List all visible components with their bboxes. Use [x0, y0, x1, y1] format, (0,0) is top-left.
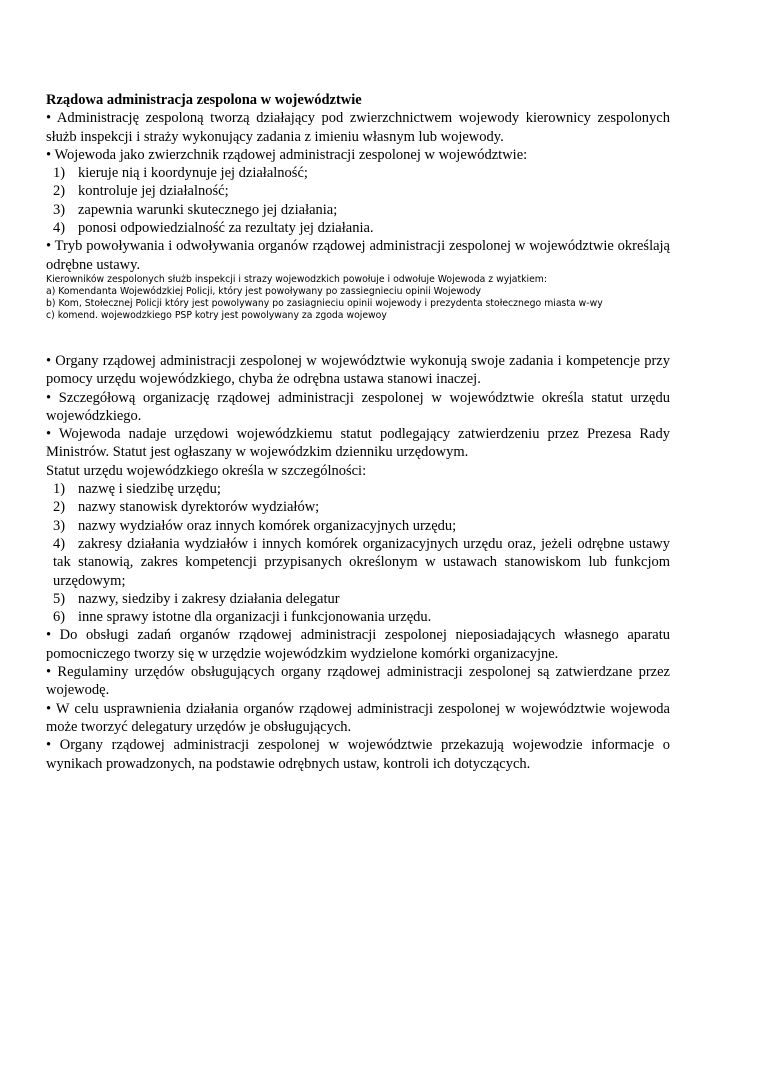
list-text: kontroluje jej działalność; [78, 183, 229, 200]
list-text: kieruje nią i koordynuje jej działalność; [78, 165, 308, 182]
list-text: nazwy, siedziby i zakresy działania delegatur [78, 590, 340, 607]
paragraph-statute-approval: • Wojewoda nadaje urzędowi wojewódzkiemu statut podlegający zatwierdzeniu przez Prezesa Rady Ministrów. Statut jest ogłaszany w wojewódzkim dzienniku urzędowym. [46, 426, 670, 461]
document-title: Rządowa administracja zespolona w województwie [46, 92, 362, 108]
list-item [46, 201, 670, 219]
list-text: nazwy stanowisk dyrektorów wydziałów; [78, 499, 320, 516]
voivode-duties-list [46, 164, 670, 237]
list-item [46, 517, 670, 535]
note-line: a) Komendanta Wojewódzkiej Policji, który jest powoływany po zassiegnieciu opinii Wojewody [46, 285, 481, 297]
paragraph-regulations-approval: • Regulaminy urzędów obsługujących organy rządowej administracji zespolonej są zatwierdzane przez wojewodę. [46, 664, 670, 699]
list-number: 5) [53, 590, 66, 607]
list-item [46, 608, 670, 626]
list-number: 6) [53, 609, 66, 626]
statute-contents-list [46, 480, 670, 626]
list-text: nazwę i siedzibę urzędu; [78, 481, 221, 498]
paragraph-inspection-reports: • Organy rządowej administracji zespolonej w województwie przekazują wojewodzie informacje o wynikach prowadzonych, na podstawie odrębnych ustaw, kontroli ich dotyczących. [46, 737, 670, 772]
note-line: b) Kom, Stołecznej Policji który jest powolywany po zasiagnieciu opinii wojewody i prezydenta stołecznego miasta w-wy [46, 297, 603, 309]
list-text: ponosi odpowiedzialność za rezultaty jej działania. [78, 220, 374, 237]
list-number: 3) [53, 517, 66, 534]
list-number: 3) [53, 201, 66, 218]
list-number: 4) [53, 535, 66, 552]
list-text: zapewnia warunki skutecznego jej działania; [78, 201, 338, 218]
paragraph-organizational-units: • Do obsługi zadań organów rządowej administracji zespolonej nieposiadających własnego aparatu pomocniczego tworzy się w urzędzie wojewódzkim wydzielone komórki organizacyjne. [46, 627, 670, 662]
list-number: 1) [53, 165, 66, 182]
list-number: 4) [53, 220, 66, 237]
document-body [46, 91, 670, 773]
list-number: 1) [53, 481, 66, 498]
list-text: nazwy wydziałów oraz innych komórek organizacyjnych urzędu; [78, 517, 457, 534]
paragraph-statute-contents: Statut urzędu wojewódzkiego określa w szczególności: [46, 462, 367, 479]
paragraph-administration-composition: • Administrację zespoloną tworzą działający pod zwierzchnictwem wojewody kierownicy zespolonych służb inspekcji i straży wykonujący zadania z imieniu własnym lub wojewody. [46, 110, 670, 145]
list-item [46, 590, 670, 608]
list-item [46, 182, 670, 200]
list-item [46, 535, 670, 590]
spacer [46, 322, 670, 352]
note-line: c) komend. wojewodzkiego PSP kotry jest powolywany za zgoda wojewoy [46, 309, 387, 321]
list-text: inne sprawy istotne dla organizacji i funkcjonowania urzędu. [78, 609, 432, 626]
note-line: Kierowników zespolonych służb inspekcji i strazy wojewodzkich powołuje i odwołuje Wojewoda z wyjatkiem: [46, 273, 547, 285]
paragraph-voivode-role: • Wojewoda jako zwierzchnik rządowej administracji zespolonej w województwie: [46, 146, 528, 163]
paragraph-office-support: • Organy rządowej administracji zespolonej w województwie wykonują swoje zadania i kompetencje przy pomocy urzędu wojewódzkiego, chyba że odrębna ustawa stanowi inaczej. [46, 352, 670, 388]
list-text: zakresy działania wydziałów i innych komórek organizacyjnych urzędu oraz, jeżeli odrębne ustawy tak stanowią, zakres kompetencji przypisanych określonym w ustawach stanowiskom lub funkcjom urzędowym; [53, 535, 670, 589]
list-item [46, 164, 670, 182]
list-item [46, 480, 670, 498]
list-number: 2) [53, 499, 66, 516]
paragraph-organization-statute: • Szczegółową organizację rządowej administracji zespolonej w województwie określa statut urzędu wojewódzkiego. [46, 389, 670, 424]
paragraph-delegations: • W celu usprawnienia działania organów rządowej administracji zespolonej w województwie wojewoda może tworzyć delegatury urzędów je obsługujących. [46, 700, 670, 735]
list-item [46, 219, 670, 237]
list-number: 2) [53, 183, 66, 200]
paragraph-appointment-mode: • Tryb powoływania i odwoływania organów rządowej administracji zespolonej w województwie określają odrębne ustawy. [46, 238, 670, 273]
appointment-notes [46, 274, 670, 322]
list-item [46, 498, 670, 516]
